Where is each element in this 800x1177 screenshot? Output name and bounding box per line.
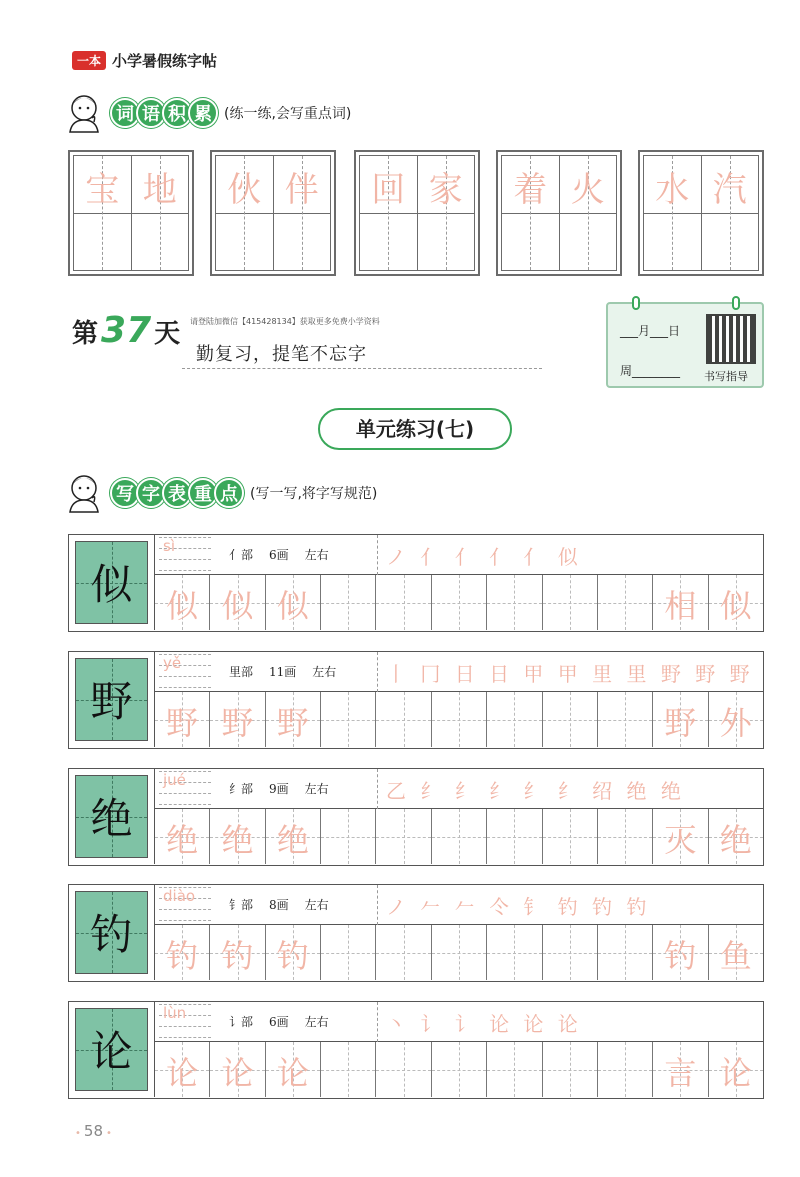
practice-cell[interactable]	[432, 575, 487, 630]
trace-char: 钓	[276, 937, 309, 975]
practice-grid	[155, 575, 763, 630]
practice-cell[interactable]	[210, 692, 265, 747]
trace-char: 绝	[221, 821, 254, 859]
trace-char: 绝	[276, 821, 309, 859]
practice-cell[interactable]	[653, 692, 708, 747]
practice-cell[interactable]	[487, 692, 542, 747]
practice-cell[interactable]	[543, 809, 598, 864]
practice-cell[interactable]	[155, 809, 210, 864]
write-section-title	[110, 478, 240, 508]
trace-char: 火	[570, 170, 605, 210]
practice-cell[interactable]	[709, 925, 763, 980]
pinyin-trace: lùn	[163, 1004, 187, 1022]
trace-char: 伴	[284, 170, 319, 210]
practice-cell[interactable]	[709, 692, 763, 747]
practice-cell[interactable]	[543, 692, 598, 747]
practice-cell[interactable]	[709, 575, 763, 630]
title-char: 语	[136, 98, 166, 128]
practice-cell[interactable]	[321, 1042, 376, 1097]
trace-char: 钓	[166, 937, 199, 975]
trace-char: 地	[142, 170, 177, 210]
char-meta	[229, 546, 345, 563]
model-char: 似	[90, 560, 133, 609]
radical: 纟部	[229, 782, 254, 796]
stroke-order-area	[377, 1002, 761, 1042]
stroke-order-area	[377, 885, 761, 925]
boy-thinking-icon	[64, 92, 106, 134]
word-box	[496, 150, 622, 276]
title-char: 累	[188, 98, 218, 128]
practice-cell[interactable]	[432, 809, 487, 864]
stroke-count: 8画	[269, 898, 289, 912]
practice-cell[interactable]	[321, 809, 376, 864]
day-header	[72, 310, 592, 370]
structure: 左右	[304, 1015, 329, 1029]
trace-char: 宝	[85, 170, 120, 210]
write-section-header	[64, 472, 377, 514]
pinyin-box[interactable]	[159, 654, 211, 688]
word-cell[interactable]	[560, 156, 617, 270]
word-char: 论	[719, 1054, 752, 1092]
practice-cell[interactable]	[709, 1042, 763, 1097]
date-card	[606, 302, 764, 388]
title-char: 表	[162, 478, 192, 508]
practice-cell[interactable]	[487, 1042, 542, 1097]
book-title: 小学暑假练字帖	[112, 52, 218, 70]
practice-cell[interactable]	[543, 925, 598, 980]
day-label: 第 37 天	[72, 310, 181, 351]
char-meta	[229, 663, 352, 680]
title-char: 积	[162, 98, 192, 128]
practice-cell[interactable]	[266, 809, 321, 864]
char-practice-row	[68, 651, 764, 749]
stroke-order: ノ 𠂉 𠂉 仒 钅 钓 钓 钓	[386, 895, 651, 919]
word-char: 灭	[664, 821, 697, 859]
practice-cell[interactable]	[321, 575, 376, 630]
word-char: 外	[719, 704, 752, 742]
pinyin-box[interactable]	[159, 887, 211, 921]
qr-label: 书写指导	[704, 370, 748, 383]
practice-cell[interactable]	[266, 692, 321, 747]
model-char: 野	[90, 677, 133, 726]
practice-cell[interactable]	[210, 1042, 265, 1097]
vocab-section-title	[110, 98, 214, 128]
practice-cell[interactable]	[598, 692, 653, 747]
practice-cell[interactable]	[432, 692, 487, 747]
practice-grid	[155, 692, 763, 747]
trace-char: 似	[166, 587, 199, 625]
trace-char: 野	[166, 704, 199, 742]
motto-underline	[182, 368, 542, 369]
trace-char: 野	[221, 704, 254, 742]
stroke-order: 乙 纟 纟 纟 纟 纟 绍 绝 绝	[386, 779, 685, 803]
practice-cell[interactable]	[487, 575, 542, 630]
practice-cell[interactable]	[598, 809, 653, 864]
char-practice-row	[68, 534, 764, 632]
pinyin-trace: jué	[163, 771, 186, 789]
model-char: 绝	[90, 794, 133, 843]
pinyin-trace: yě	[163, 654, 182, 672]
practice-grid	[155, 809, 763, 864]
ring-icon	[732, 296, 740, 310]
trace-char: 论	[276, 1054, 309, 1092]
word-cell[interactable]	[216, 156, 274, 270]
model-char: 论	[90, 1027, 133, 1076]
char-meta	[229, 780, 345, 797]
char-practice-row	[68, 768, 764, 866]
practice-cell[interactable]	[376, 692, 431, 747]
trace-char: 水	[655, 170, 690, 210]
practice-cell[interactable]	[653, 1042, 708, 1097]
word-char: 相	[664, 587, 697, 625]
practice-cell[interactable]	[543, 575, 598, 630]
structure: 左右	[312, 665, 337, 679]
char-info-line	[155, 652, 763, 692]
vocab-section-note: (练一练,会写重点词)	[224, 106, 352, 122]
radical: 讠部	[229, 1015, 254, 1029]
pinyin-box[interactable]	[159, 1004, 211, 1038]
word-box	[68, 150, 194, 276]
day-motto: 勤复习，提笔不忘字	[196, 344, 367, 365]
word-cell[interactable]	[418, 156, 475, 270]
practice-cell[interactable]	[266, 925, 321, 980]
practice-cell[interactable]	[376, 1042, 431, 1097]
trace-char: 绝	[166, 821, 199, 859]
stroke-count: 6画	[269, 548, 289, 562]
practice-cell[interactable]	[487, 809, 542, 864]
pinyin-box[interactable]	[159, 771, 211, 805]
trace-char: 着	[513, 170, 548, 210]
model-char-box	[69, 769, 155, 864]
word-cell[interactable]	[502, 156, 560, 270]
practice-cell[interactable]	[321, 692, 376, 747]
practice-cell[interactable]	[266, 575, 321, 630]
practice-cell[interactable]	[155, 575, 210, 630]
date-field[interactable]: ___月___日	[620, 324, 681, 338]
word-cell[interactable]	[360, 156, 418, 270]
stroke-order: 丨 冂 日 日 甲 甲 里 里 野 野 野	[386, 662, 754, 686]
char-meta	[229, 896, 345, 913]
book-header	[72, 50, 217, 71]
word-char: 鱼	[719, 937, 752, 975]
practice-cell[interactable]	[210, 575, 265, 630]
practice-cell[interactable]	[376, 925, 431, 980]
radical: 钅部	[229, 898, 254, 912]
practice-cell[interactable]	[155, 925, 210, 980]
practice-cell[interactable]	[376, 575, 431, 630]
title-char: 重	[188, 478, 218, 508]
stroke-count: 11画	[269, 665, 297, 679]
char-practice-row	[68, 1001, 764, 1099]
practice-cell[interactable]	[210, 809, 265, 864]
word-char: 似	[719, 587, 752, 625]
char-practice-row	[68, 884, 764, 982]
day-number: 37	[101, 310, 152, 351]
practice-cell[interactable]	[598, 575, 653, 630]
word-char: 绝	[719, 821, 752, 859]
model-char-box	[69, 535, 155, 630]
practice-cell[interactable]	[155, 1042, 210, 1097]
practice-cell[interactable]	[266, 1042, 321, 1097]
vocab-section-header	[64, 92, 351, 134]
ring-icon	[632, 296, 640, 310]
word-cell[interactable]	[644, 156, 702, 270]
model-char-box	[69, 1002, 155, 1097]
trace-char: 回	[371, 170, 406, 210]
structure: 左右	[304, 782, 329, 796]
char-info-line	[155, 769, 763, 809]
practice-cell[interactable]	[709, 809, 763, 864]
page-number: • 58 •	[72, 1122, 115, 1140]
vocab-word-boxes	[68, 150, 764, 276]
write-section-note: (写一写,将字写规范)	[250, 486, 378, 502]
practice-cell[interactable]	[321, 925, 376, 980]
stroke-order-area	[377, 652, 761, 692]
char-info-line	[155, 885, 763, 925]
practice-cell[interactable]	[653, 809, 708, 864]
stroke-order: 丶 讠 讠 论 论 论	[386, 1012, 582, 1036]
pinyin-trace: sì	[163, 537, 175, 555]
unit-title: 单元练习(七)	[318, 408, 512, 450]
practice-cell[interactable]	[543, 1042, 598, 1097]
stroke-count: 6画	[269, 1015, 289, 1029]
char-info-line	[155, 535, 763, 575]
structure: 左右	[304, 548, 329, 562]
structure: 左右	[304, 898, 329, 912]
char-info-line	[155, 1002, 763, 1042]
practice-grid	[155, 1042, 763, 1097]
stroke-count: 9画	[269, 782, 289, 796]
practice-cell[interactable]	[598, 925, 653, 980]
word-char: 钓	[664, 937, 697, 975]
trace-char: 似	[276, 587, 309, 625]
word-char: 野	[664, 704, 697, 742]
title-char: 词	[110, 98, 140, 128]
model-char-box	[69, 652, 155, 747]
practice-cell[interactable]	[155, 692, 210, 747]
trace-char: 论	[166, 1054, 199, 1092]
practice-cell[interactable]	[432, 1042, 487, 1097]
pinyin-trace: diào	[163, 887, 196, 905]
practice-cell[interactable]	[487, 925, 542, 980]
trace-char: 似	[221, 587, 254, 625]
stroke-order: ノ 亻 亻 亻 亻 似	[386, 545, 582, 569]
word-box	[354, 150, 480, 276]
trace-char: 钓	[221, 937, 254, 975]
boy-thinking-icon	[64, 472, 106, 514]
trace-char: 家	[428, 170, 463, 210]
trace-char: 汽	[712, 170, 747, 210]
word-box	[210, 150, 336, 276]
model-char-box	[69, 885, 155, 980]
week-field[interactable]: 周________	[620, 364, 681, 378]
stroke-order-area	[377, 535, 761, 575]
radical: 亻部	[229, 548, 254, 562]
trace-char: 论	[221, 1054, 254, 1092]
brand-badge: 一本	[72, 51, 106, 70]
word-cell[interactable]	[74, 156, 132, 270]
practice-cell[interactable]	[432, 925, 487, 980]
word-cell[interactable]	[274, 156, 331, 270]
qr-code-icon[interactable]	[706, 314, 756, 364]
word-cell[interactable]	[132, 156, 189, 270]
word-char: 言	[664, 1054, 697, 1092]
title-char: 字	[136, 478, 166, 508]
pinyin-box[interactable]	[159, 537, 211, 571]
radical: 里部	[229, 665, 254, 679]
practice-cell[interactable]	[376, 809, 431, 864]
trace-char: 伙	[227, 170, 262, 210]
practice-cell[interactable]	[598, 1042, 653, 1097]
word-box	[638, 150, 764, 276]
tiny-promo-text: 请登陆加微信【415428134】获取更多免费小学资料	[190, 317, 380, 326]
practice-cell[interactable]	[653, 925, 708, 980]
title-char: 点	[214, 478, 244, 508]
practice-cell[interactable]	[210, 925, 265, 980]
title-char: 写	[110, 478, 140, 508]
char-meta	[229, 1013, 345, 1030]
trace-char: 野	[276, 704, 309, 742]
practice-cell[interactable]	[653, 575, 708, 630]
practice-grid	[155, 925, 763, 980]
model-char: 钓	[90, 910, 133, 959]
word-cell[interactable]	[702, 156, 759, 270]
stroke-order-area	[377, 769, 761, 809]
